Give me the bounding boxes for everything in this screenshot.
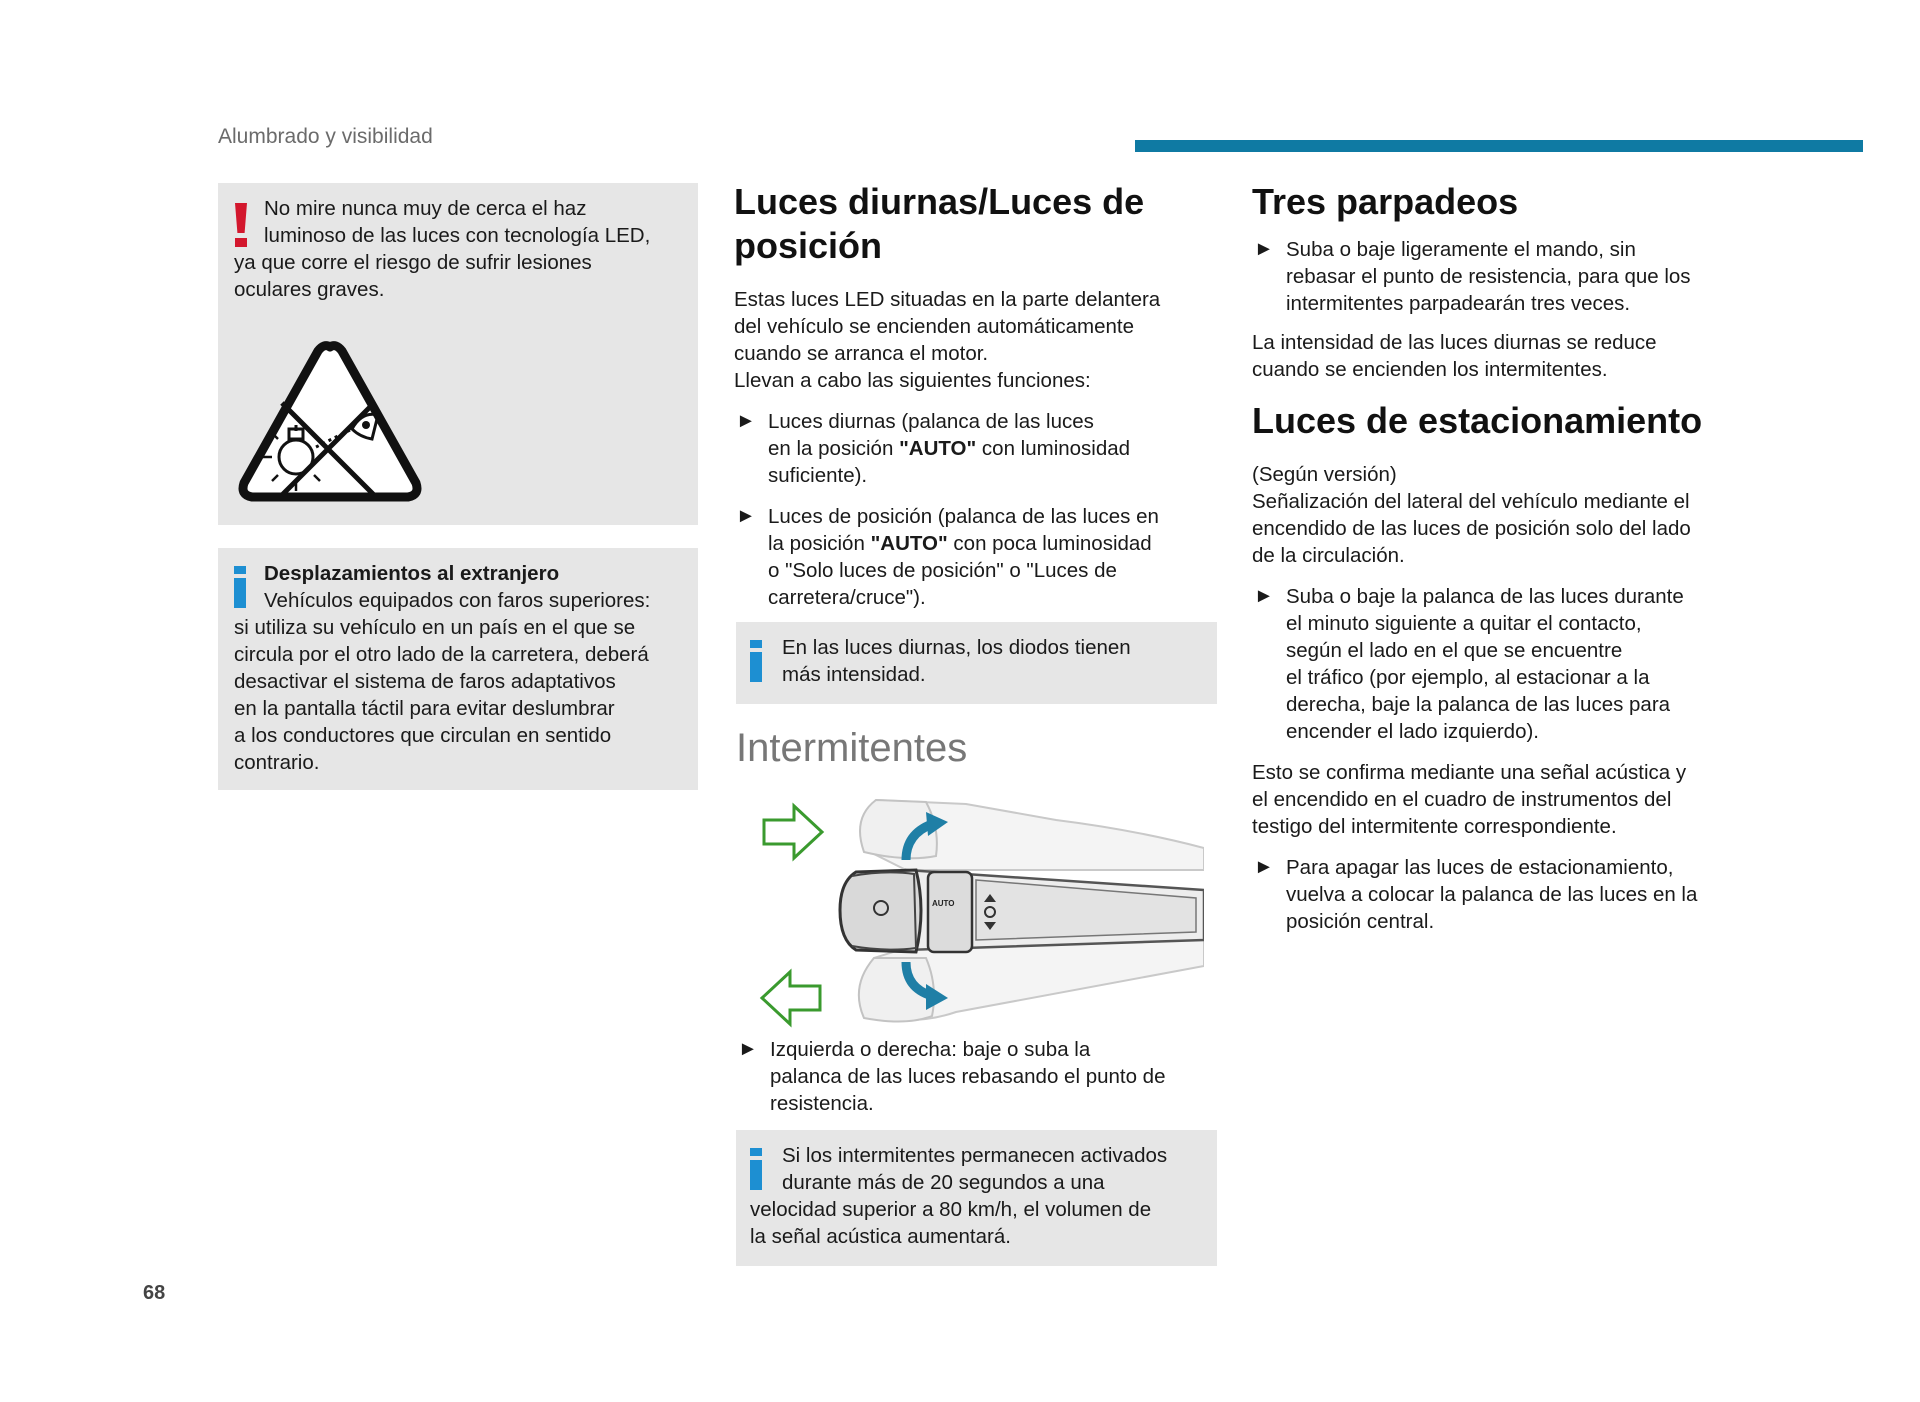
bullet-arrow-icon: ► xyxy=(1254,585,1274,607)
info-box-diodes xyxy=(736,622,1217,704)
info-line: la señal acústica aumentará. xyxy=(750,1225,1011,1248)
intro-paragraph: Estas luces LED situadas en la parte delantera del vehículo se encienden automáticamente cuando se arranca el motor. Llevan a cabo las siguientes funciones: xyxy=(734,288,1161,392)
bullet-arrow-icon: ► xyxy=(738,1038,758,1060)
bullet-arrow-icon: ► xyxy=(736,505,756,527)
section-title: Alumbrado y visibilidad xyxy=(218,125,433,148)
turn-signal-stalk-illustration xyxy=(756,790,1204,1030)
info-line: velocidad superior a 80 km/h, el volumen de xyxy=(750,1198,1152,1221)
bullet-left-right: ► Izquierda o derecha: baje o suba la palanca de las luces rebasando el punto de resistencia. xyxy=(738,1038,1166,1115)
warning-line: luminoso de las luces con tecnología LED, xyxy=(264,224,651,247)
info-box-acoustic xyxy=(736,1130,1217,1266)
parking-intro-paragraph: (Según versión) Señalización del lateral del vehículo mediante el encendido de las luces de posición solo del lado de la circulación. xyxy=(1252,463,1691,567)
info-line: contrario. xyxy=(234,751,320,774)
info-line: desactivar el sistema de faros adaptativos xyxy=(234,670,616,693)
warning-box xyxy=(218,183,698,525)
column-2 xyxy=(734,180,1214,611)
led-eye-hazard-icon xyxy=(232,333,428,509)
info-line: en la pantalla táctil para evitar deslumbrar xyxy=(234,697,615,720)
info-line: Si los intermitentes permanecen activados xyxy=(782,1144,1168,1167)
header-accent-bar xyxy=(1135,140,1863,152)
left-turn-arrow-icon xyxy=(762,972,820,1024)
info-line: Vehículos equipados con faros superiores: xyxy=(264,589,651,612)
auto-label: AUTO xyxy=(932,899,955,908)
page-number: 68 xyxy=(143,1282,166,1304)
info-line: si utiliza su vehículo en un país en el que se xyxy=(234,616,636,639)
info-icon xyxy=(750,640,762,684)
info-line: durante más de 20 segundos a una xyxy=(782,1171,1105,1194)
bullet-arrow-icon: ► xyxy=(1254,856,1274,878)
info-line: más intensidad. xyxy=(782,663,926,686)
bullet-arrow-icon: ► xyxy=(1254,238,1274,260)
warning-line: No mire nunca muy de cerca el haz xyxy=(264,197,587,220)
column-3 xyxy=(1252,180,1752,935)
info-box-abroad xyxy=(218,548,698,790)
bullet-parking-activate: ► Suba o baje la palanca de las luces durante el minuto siguiente a quitar el contacto, según el lado en el que se encuentre el tráfico (por ejemplo, al estacionar a la derecha, baje la palanca de las luces para encender el lado izquierdo). xyxy=(1254,585,1684,743)
bullet-arrow-icon: ► xyxy=(736,410,756,432)
bullet-parking-off: ► Para apagar las luces de estacionamiento, vuelva a colocar la palanca de las luces en la posición central. xyxy=(1254,856,1698,933)
heading-turn-signals: Intermitentes xyxy=(736,726,968,770)
info-line: En las luces diurnas, los diodos tienen xyxy=(782,636,1131,659)
bullet-three-flashes: ► Suba o baje ligeramente el mando, sin rebasar el punto de resistencia, para que los intermitentes parpadearán tres veces. xyxy=(1254,238,1691,315)
heading-parking-lights: Luces de estacionamiento xyxy=(1252,400,1703,441)
warning-line: ya que corre el riesgo de sufrir lesiones xyxy=(234,251,592,274)
bullet-position: ► Luces de posición (palanca de las luces en la posición "AUTO" con poca luminosidad o "Solo luces de posición" o "Luces de carretera/cruce"). xyxy=(736,505,1159,609)
intensity-paragraph: La intensidad de las luces diurnas se reduce cuando se encienden los intermitentes. xyxy=(1252,331,1657,381)
heading-daytime-lights: Luces diurnas/Luces de posición xyxy=(734,181,1145,266)
bullet-daytime: ► Luces diurnas (palanca de las luces en la posición "AUTO" con luminosidad suficiente). xyxy=(736,410,1131,487)
info-line: a los conductores que circulan en sentido xyxy=(234,724,612,747)
warning-line: oculares graves. xyxy=(234,278,385,301)
right-turn-arrow-icon xyxy=(764,806,822,858)
info-box-title: Desplazamientos al extranjero xyxy=(264,562,560,585)
heading-three-flashes: Tres parpadeos xyxy=(1252,181,1519,222)
info-line: circula por el otro lado de la carretera, deberá xyxy=(234,643,649,666)
confirmation-paragraph: Esto se confirma mediante una señal acústica y el encendido en el cuadro de instrumentos del testigo del intermitente correspondiente. xyxy=(1252,761,1687,838)
